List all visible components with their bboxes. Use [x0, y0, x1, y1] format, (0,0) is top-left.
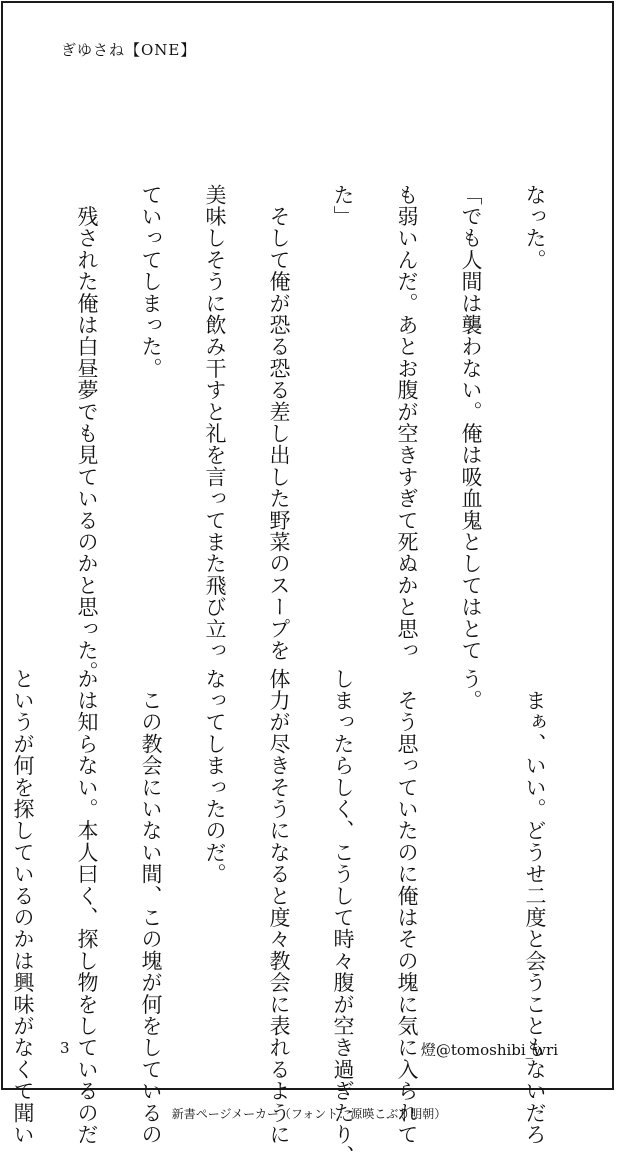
text-line: ていってしまった。 — [139, 183, 163, 380]
text-line: かは知らない。本人曰く、探し物をしているのだ — [75, 667, 99, 1146]
author-handle: 燈@tomoshibi_wri — [420, 1041, 558, 1059]
text-line: も弱いんだ。あとお腹が空きすぎて死ぬかと思っ — [395, 183, 419, 662]
page-number: 3 — [60, 1039, 70, 1057]
text-line: 美味しそうに飲み干すと礼を言ってまた飛び立っ — [203, 183, 227, 662]
text-line: そう思っていたのに俺はその塊に気に入られて — [395, 667, 419, 1146]
text-line: なってしまったのだ。 — [203, 667, 227, 885]
body-text-top — [43, 85, 583, 683]
text-line: 「でも人間は襲わない。俺は吸血鬼としてはとて — [459, 183, 483, 662]
header-title: ぎゆさね【ONE】 — [61, 41, 197, 59]
text-line: 残された俺は白昼夢でも見ているのかと思った。 — [75, 183, 99, 683]
text-line: そして俺が恐る恐る差し出した野菜のスープを — [267, 183, 291, 662]
text-line: た」 — [331, 183, 355, 228]
text-line: しまったらしく、こうして時々腹が空き過ぎたり、 — [331, 667, 355, 1167]
text-line: というが何を探しているのかは興味がなくて聞い — [11, 667, 35, 1146]
text-line: まぁ、いい。どうせ二度と会うこともないだろ — [523, 667, 547, 1146]
text-line: 体力が尽きそうになると度々教会に表れるように — [267, 667, 291, 1146]
text-line: この教会にいない間、この塊が何をしているの — [139, 667, 163, 1146]
text-line: う。 — [459, 667, 483, 712]
text-line: なった。 — [523, 183, 547, 271]
footer-credit: 新書ページメーカー（フォント：源暎こぶり明朝） — [171, 1107, 447, 1121]
